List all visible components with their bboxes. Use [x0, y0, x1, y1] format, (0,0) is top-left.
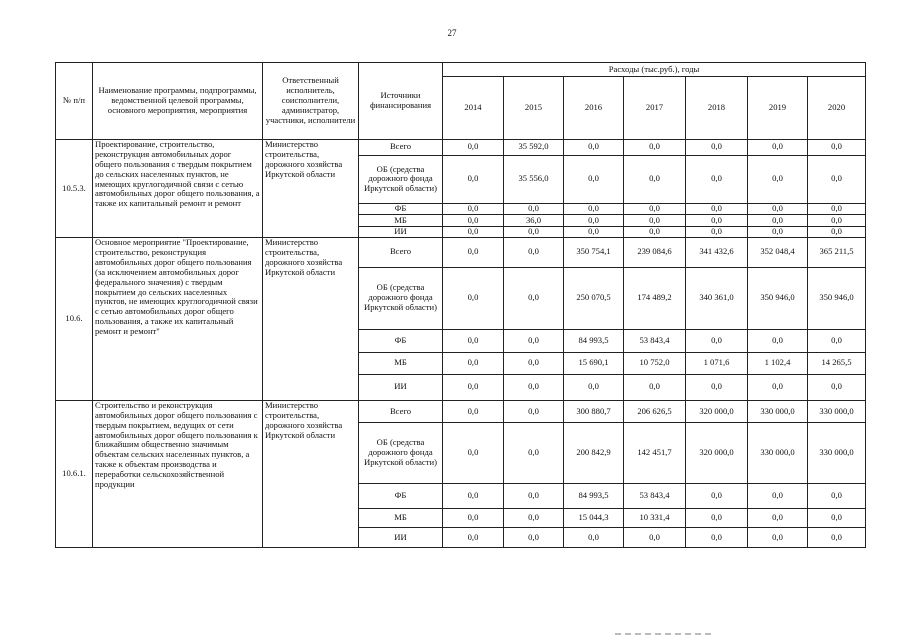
expense-value: 0,0 — [686, 204, 748, 215]
header-year: 2014 — [443, 77, 504, 140]
expense-value: 0,0 — [748, 215, 808, 226]
expense-value: 1 102,4 — [748, 352, 808, 374]
expense-value: 0,0 — [748, 374, 808, 400]
header-program: Наименование программы, подпрограммы, ведомственной целевой программы, основного мероприятия, мероприятия — [93, 63, 263, 140]
funding-source: ОБ (средства дорожного фонда Иркутской области) — [359, 155, 443, 203]
expense-value: 14 265,5 — [808, 352, 866, 374]
header-num: № п/п — [56, 63, 93, 140]
expense-value: 0,0 — [504, 267, 564, 329]
expense-value: 0,0 — [564, 527, 624, 547]
expense-value: 0,0 — [504, 509, 564, 528]
expense-value: 0,0 — [808, 215, 866, 226]
expense-value: 330 000,0 — [808, 400, 866, 422]
expense-value: 0,0 — [748, 204, 808, 215]
funding-source: Всего — [359, 238, 443, 267]
expense-value: 300 880,7 — [564, 400, 624, 422]
expense-value: 84 993,5 — [564, 483, 624, 508]
expense-value: 206 626,5 — [624, 400, 686, 422]
expense-value: 0,0 — [443, 155, 504, 203]
expense-value: 350 946,0 — [748, 267, 808, 329]
item-executor: Министерство строительства, дорожного хозяйства Иркутской области — [263, 140, 359, 238]
expense-value: 0,0 — [686, 215, 748, 226]
expense-value: 35 592,0 — [504, 140, 564, 156]
expense-value: 0,0 — [748, 527, 808, 547]
expense-value: 10 752,0 — [624, 352, 686, 374]
expense-value: 0,0 — [808, 374, 866, 400]
expense-value: 0,0 — [686, 226, 748, 237]
header-year: 2017 — [624, 77, 686, 140]
expense-value: 0,0 — [624, 155, 686, 203]
expense-value: 15 044,3 — [564, 509, 624, 528]
header-year: 2015 — [504, 77, 564, 140]
expense-value: 320 000,0 — [686, 400, 748, 422]
expense-value: 0,0 — [504, 483, 564, 508]
expense-value: 0,0 — [443, 483, 504, 508]
expense-value: 10 331,4 — [624, 509, 686, 528]
expense-value: 0,0 — [443, 509, 504, 528]
expense-value: 0,0 — [748, 226, 808, 237]
header-year: 2019 — [748, 77, 808, 140]
expense-value: 320 000,0 — [686, 422, 748, 483]
page-number: 27 — [447, 28, 457, 38]
header-executor: Ответственный исполнитель, соисполнители, администратор, участники, исполнители — [263, 63, 359, 140]
expense-value: 0,0 — [443, 422, 504, 483]
expense-value: 0,0 — [504, 352, 564, 374]
expense-value: 0,0 — [504, 226, 564, 237]
budget-table — [55, 62, 866, 548]
expense-value: 0,0 — [624, 204, 686, 215]
expense-value: 0,0 — [748, 155, 808, 203]
header-year: 2018 — [686, 77, 748, 140]
expense-value: 0,0 — [564, 226, 624, 237]
expense-value: 0,0 — [504, 400, 564, 422]
header-expenses: Расходы (тыс.руб.), годы — [443, 63, 866, 77]
expense-value: 35 556,0 — [504, 155, 564, 203]
expense-value: 15 690,1 — [564, 352, 624, 374]
expense-value: 0,0 — [686, 329, 748, 352]
expense-value: 0,0 — [808, 204, 866, 215]
expense-value: 0,0 — [808, 329, 866, 352]
expense-value: 0,0 — [443, 400, 504, 422]
expense-value: 0,0 — [808, 509, 866, 528]
expense-value: 0,0 — [624, 527, 686, 547]
scan-artifact — [615, 633, 715, 635]
expense-value: 0,0 — [443, 352, 504, 374]
funding-source: ИИ — [359, 374, 443, 400]
expense-value: 365 211,5 — [808, 238, 866, 267]
expense-value: 0,0 — [443, 226, 504, 237]
item-code: 10.6. — [56, 238, 93, 401]
expense-value: 0,0 — [564, 374, 624, 400]
expense-value: 0,0 — [686, 140, 748, 156]
expense-value: 84 993,5 — [564, 329, 624, 352]
expense-value: 0,0 — [624, 374, 686, 400]
funding-source: МБ — [359, 509, 443, 528]
expense-value: 1 071,6 — [686, 352, 748, 374]
expense-value: 0,0 — [504, 422, 564, 483]
expense-value: 0,0 — [686, 374, 748, 400]
item-name: Проектирование, строительство, реконструкция автомобильных дорог общего пользования с твердым покрытием до сельских населенных пунктов, не имеющих круглогодичной связи с сетью автомобильных дорог общего пользования, а также их капитальный ремонт и ремонт — [93, 140, 263, 238]
expense-value: 0,0 — [443, 140, 504, 156]
expense-value: 36,0 — [504, 215, 564, 226]
expense-value: 53 843,4 — [624, 329, 686, 352]
expense-value: 352 048,4 — [748, 238, 808, 267]
expense-value: 350 946,0 — [808, 267, 866, 329]
expense-value: 0,0 — [748, 483, 808, 508]
expense-value: 0,0 — [443, 267, 504, 329]
expense-value: 0,0 — [624, 226, 686, 237]
funding-source: ФБ — [359, 483, 443, 508]
item-code: 10.6.1. — [56, 400, 93, 547]
expense-value: 330 000,0 — [808, 422, 866, 483]
expense-value: 0,0 — [504, 238, 564, 267]
expense-value: 0,0 — [443, 215, 504, 226]
funding-source: ИИ — [359, 226, 443, 237]
expense-value: 0,0 — [504, 204, 564, 215]
expense-value: 0,0 — [808, 140, 866, 156]
item-executor: Министерство строительства, дорожного хозяйства Иркутской области — [263, 238, 359, 401]
expense-value: 0,0 — [624, 140, 686, 156]
expense-value: 0,0 — [504, 329, 564, 352]
expense-value: 0,0 — [748, 329, 808, 352]
funding-source: ИИ — [359, 527, 443, 547]
item-code: 10.5.3. — [56, 140, 93, 238]
expense-value: 0,0 — [808, 527, 866, 547]
expense-value: 0,0 — [564, 140, 624, 156]
table-row — [56, 140, 866, 156]
expense-value: 0,0 — [564, 204, 624, 215]
funding-source: МБ — [359, 215, 443, 226]
expense-value: 0,0 — [748, 140, 808, 156]
expense-value: 53 843,4 — [624, 483, 686, 508]
expense-value: 350 754,1 — [564, 238, 624, 267]
item-name: Строительство и реконструкция автомобильных дорог общего пользования с твердым покрытием, ведущих от сети автомобильных дорог общего пользования к ближайшим общественно значимым объектам сельских населенных пунктов, а также к объектам производства и переработки сельскохозяйственной продукции — [93, 400, 263, 547]
header-year: 2020 — [808, 77, 866, 140]
expense-value: 0,0 — [748, 509, 808, 528]
expense-value: 0,0 — [443, 374, 504, 400]
expense-value: 330 000,0 — [748, 400, 808, 422]
item-name: Основное мероприятие "Проектирование, строительство, реконструкция автомобильных дорог общего пользования (за исключением автомобильных дорог федерального значения) с твердым покрытием до сельских населенных пунктов, не имеющих круглогодичной связи с сетью автомобильных дорог общего пользования, а также их капитальный ремонт и ремонт" — [93, 238, 263, 401]
item-executor: Министерство строительства, дорожного хозяйства Иркутской области — [263, 400, 359, 547]
expense-value: 0,0 — [443, 238, 504, 267]
expense-value: 0,0 — [808, 226, 866, 237]
expense-value: 0,0 — [808, 483, 866, 508]
expense-value: 0,0 — [504, 374, 564, 400]
funding-source: Всего — [359, 140, 443, 156]
funding-source: ФБ — [359, 204, 443, 215]
expense-value: 0,0 — [443, 527, 504, 547]
expense-value: 142 451,7 — [624, 422, 686, 483]
expense-value: 340 361,0 — [686, 267, 748, 329]
funding-source: ФБ — [359, 329, 443, 352]
expense-value: 0,0 — [686, 155, 748, 203]
expense-value: 239 084,6 — [624, 238, 686, 267]
table-row — [56, 400, 866, 422]
header-sources: Источники финансирования — [359, 63, 443, 140]
expense-value: 330 000,0 — [748, 422, 808, 483]
expense-value: 0,0 — [686, 527, 748, 547]
expense-value: 0,0 — [443, 204, 504, 215]
funding-source: МБ — [359, 352, 443, 374]
header-year: 2016 — [564, 77, 624, 140]
expense-value: 0,0 — [624, 215, 686, 226]
expense-value: 0,0 — [443, 329, 504, 352]
expense-value: 250 070,5 — [564, 267, 624, 329]
funding-source: ОБ (средства дорожного фонда Иркутской области) — [359, 422, 443, 483]
expense-value: 174 489,2 — [624, 267, 686, 329]
expense-value: 0,0 — [808, 155, 866, 203]
expense-value: 0,0 — [686, 483, 748, 508]
funding-source: ОБ (средства дорожного фонда Иркутской области) — [359, 267, 443, 329]
expense-value: 0,0 — [686, 509, 748, 528]
expense-value: 0,0 — [564, 155, 624, 203]
expense-value: 0,0 — [564, 215, 624, 226]
expense-value: 200 842,9 — [564, 422, 624, 483]
expense-value: 0,0 — [504, 527, 564, 547]
expense-value: 341 432,6 — [686, 238, 748, 267]
table-row — [56, 238, 866, 267]
funding-source: Всего — [359, 400, 443, 422]
